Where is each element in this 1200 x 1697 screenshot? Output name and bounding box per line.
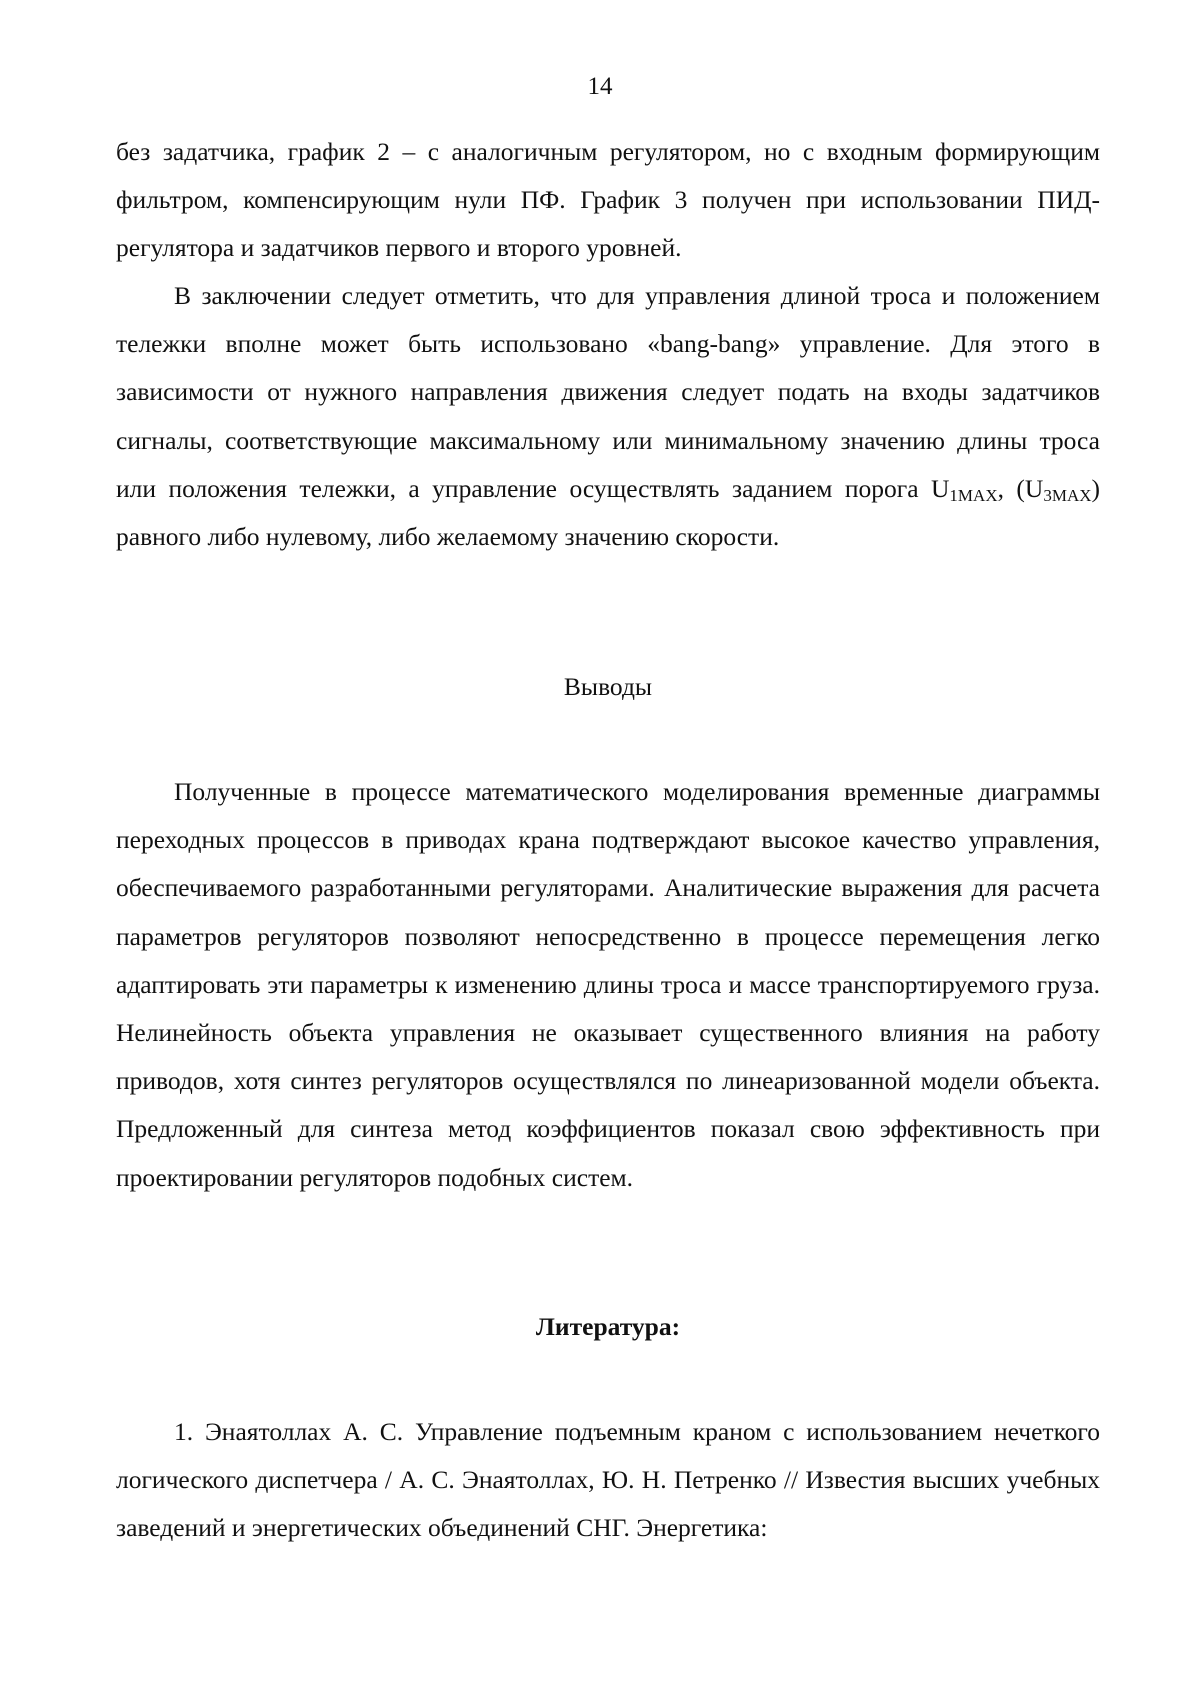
paragraph-text: Полученные в процессе математического моделирования временные диаграммы переходных процессов в приводах крана подтверждают высокое качество управления, обеспечиваемого разработанными регуляторами. Аналитические выражения для расчета параметров регуляторов позволяют непосредственно в процессе перемещения легко адаптировать эти параметры к изменению длины троса и массе транспортируемого груза. Нелинейность объекта управления не оказывает существенного влияния на работу приводов, хотя синтез регуляторов осуществлялся по линеаризованной модели объекта. Предложенный для синтеза метод коэффициентов показал свою эффективность при проектировании регуляторов подобных систем. <box>116 777 1100 1192</box>
paragraph-text-part: , ( <box>997 473 1025 503</box>
reference-text: 1. Энаятоллах А. С. Управление подъемным краном с использованием нечеткого логического диспетчера / А. С. Энаятоллах, Ю. Н. Петренко // Известия высших учебных заведений и энергетических объединений СНГ. Энергетика: <box>116 1417 1100 1543</box>
page-number: 14 <box>587 73 613 100</box>
threshold-u3 <box>1025 474 1092 503</box>
symbol-u: U <box>1024 473 1044 503</box>
symbol-u: U <box>931 473 950 503</box>
paragraph-continuation <box>116 128 1100 273</box>
subscript-1max: 1MAX <box>949 485 998 505</box>
reference-item <box>116 1408 1100 1553</box>
subscript-3max: 3MAX <box>1043 485 1092 505</box>
paragraph-text: без задатчика, график 2 – с аналогичным регулятором, но с входным формирующим фильтром, компенсирующим нули ПФ. График 3 получен при использовании ПИД-регулятора и задатчиков первого и второго уровней. <box>116 137 1100 263</box>
paragraph-conclusions <box>116 768 1100 1202</box>
section-title-conclusions: Выводы <box>563 672 653 701</box>
section-title-references: Литература: <box>535 1312 681 1341</box>
paragraph-text-part: В заключении следует отметить, что для управления длиной троса и положением тележки вполне может быть использовано «bang-bang» управление. Для этого в зависимости от нужного направления движения следует подать на входы задатчиков сигналы, соответствующие максимальному или минимальному значению длины троса или положения тележки, а управление осуществлять заданием порога <box>116 281 1100 503</box>
paragraph-text-part: ) равного либо нулевому, либо желаемому значению скорости. <box>116 473 1101 552</box>
paragraph-bang-bang <box>116 272 1100 561</box>
paragraph-text <box>116 272 1100 561</box>
threshold-u1 <box>931 474 998 503</box>
